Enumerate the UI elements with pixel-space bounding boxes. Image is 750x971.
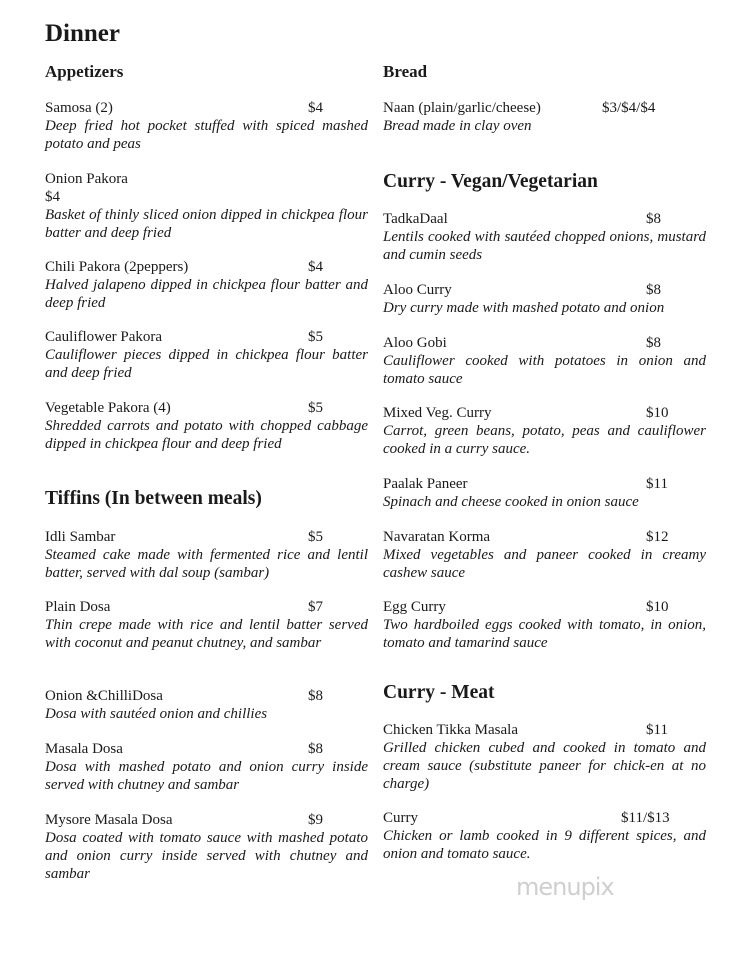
item-price: $8 (308, 688, 323, 704)
item-name: Chili Pakora (2peppers) (45, 259, 189, 275)
item-price: $10 (646, 599, 669, 615)
menu-item (45, 740, 368, 794)
item-description: Thin crepe made with rice and lentil batter served with coconut and peanut chutney, and sambar (45, 617, 368, 651)
item-description: Dosa with sautéed onion and chillies (45, 706, 268, 722)
menu-item (45, 99, 368, 153)
item-name: Egg Curry (383, 599, 446, 615)
item-price: $11 (646, 722, 668, 738)
item-description: Deep fried hot pocket stuffed with spiced mashed potato and peas (45, 118, 368, 152)
item-name: Navaratan Korma (383, 529, 491, 545)
menu-item (383, 334, 706, 388)
item-price: $11/$13 (621, 810, 670, 826)
section-heading-curry-meat: Curry - Meat (383, 682, 495, 703)
item-name: Onion &ChilliDosa (45, 688, 163, 704)
item-name: Samosa (2) (45, 100, 113, 116)
menu-item (45, 528, 368, 582)
item-description: Chicken or lamb cooked in 9 different spices, and onion and tomato sauce. (383, 828, 706, 862)
section-heading-bread: Bread (383, 62, 428, 81)
item-name: Masala Dosa (45, 741, 123, 757)
item-price: $5 (308, 529, 323, 545)
item-description: Shredded carrots and potato with chopped cabbage dipped in chickpea flour and deep fried (45, 418, 368, 452)
item-price: $8 (646, 335, 661, 351)
section-heading-tiffins: Tiffins (In between meals) (45, 488, 262, 509)
item-price: $10 (646, 405, 669, 421)
item-description: Spinach and cheese cooked in onion sauce (383, 494, 639, 510)
item-description: Dosa with mashed potato and onion curry inside served with chutney and sambar (45, 759, 368, 793)
menu-item (383, 528, 706, 582)
item-description: Cauliflower pieces dipped in chickpea flour batter and deep fried (45, 347, 368, 381)
item-name: Idli Sambar (45, 529, 116, 545)
item-name: Mixed Veg. Curry (383, 405, 492, 421)
item-name: Chicken Tikka Masala (383, 722, 518, 738)
item-description: Lentils cooked with sautéed chopped onions, mustard and cumin seeds (383, 229, 706, 263)
item-description: Steamed cake made with fermented rice and lentil batter, served with dal soup (sambar) (45, 547, 368, 581)
item-name: Onion Pakora (45, 171, 128, 187)
item-price: $12 (646, 529, 669, 545)
item-description: Grilled chicken cubed and cooked in tomato and cream sauce (substitute paneer for chick-en at no charge) (383, 740, 706, 792)
item-description: Cauliflower cooked with potatoes in onion and tomato sauce (383, 353, 706, 387)
item-price: $7 (308, 599, 323, 615)
menu-item (45, 399, 368, 453)
menu-item (45, 811, 368, 883)
menu-item (383, 809, 706, 863)
item-price: $3/$4/$4 (602, 100, 656, 116)
item-price: $9 (308, 812, 323, 828)
item-price: $4 (308, 100, 323, 116)
menupix-watermark: menupix (516, 873, 614, 901)
menu-item (383, 404, 706, 458)
menu-item (383, 721, 706, 793)
item-description: Carrot, green beans, potato, peas and cauliflower cooked in a curry sauce. (383, 423, 706, 457)
menu-item (45, 258, 368, 312)
item-name: Paalak Paneer (383, 476, 468, 492)
item-name: TadkaDaal (383, 211, 448, 227)
item-price: $4 (308, 259, 323, 275)
item-price: $5 (308, 400, 323, 416)
menu-item (45, 170, 368, 242)
item-name: Mysore Masala Dosa (45, 812, 173, 828)
section-heading-appetizers: Appetizers (45, 62, 124, 81)
menu-item (45, 598, 368, 652)
item-description: Halved jalapeno dipped in chickpea flour batter and deep fried (45, 277, 368, 311)
menu-item (383, 475, 706, 511)
menu-item (383, 210, 706, 264)
menu-item (383, 99, 706, 135)
item-price: $11 (646, 476, 668, 492)
item-price: $4 (45, 189, 60, 205)
item-name: Aloo Curry (383, 282, 452, 298)
item-name: Cauliflower Pakora (45, 329, 163, 345)
item-description: Two hardboiled eggs cooked with tomato, in onion, tomato and tamarind sauce (383, 617, 706, 651)
item-name: Aloo Gobi (383, 335, 447, 351)
menu-item (383, 598, 706, 652)
item-price: $8 (646, 211, 661, 227)
item-description: Bread made in clay oven (383, 118, 532, 134)
item-price: $5 (308, 329, 323, 345)
item-name: Naan (plain/garlic/cheese) (383, 100, 541, 116)
item-description: Basket of thinly sliced onion dipped in chickpea flour batter and deep fried (45, 207, 368, 241)
menu-item (45, 328, 368, 382)
item-description: Dosa coated with tomato sauce with mashed potato and onion curry inside served with chutney and sambar (45, 830, 368, 882)
item-description: Dry curry made with mashed potato and onion (383, 300, 665, 316)
item-name: Plain Dosa (45, 599, 111, 615)
page-title: Dinner (45, 20, 120, 47)
menu-item (45, 687, 368, 723)
item-description: Mixed vegetables and paneer cooked in creamy cashew sauce (383, 547, 706, 581)
item-name: Curry (383, 810, 418, 826)
item-name: Vegetable Pakora (4) (45, 400, 171, 416)
section-heading-curry-veg: Curry - Vegan/Vegetarian (383, 171, 598, 192)
item-price: $8 (308, 741, 323, 757)
menu-item (383, 281, 706, 317)
item-price: $8 (646, 282, 661, 298)
